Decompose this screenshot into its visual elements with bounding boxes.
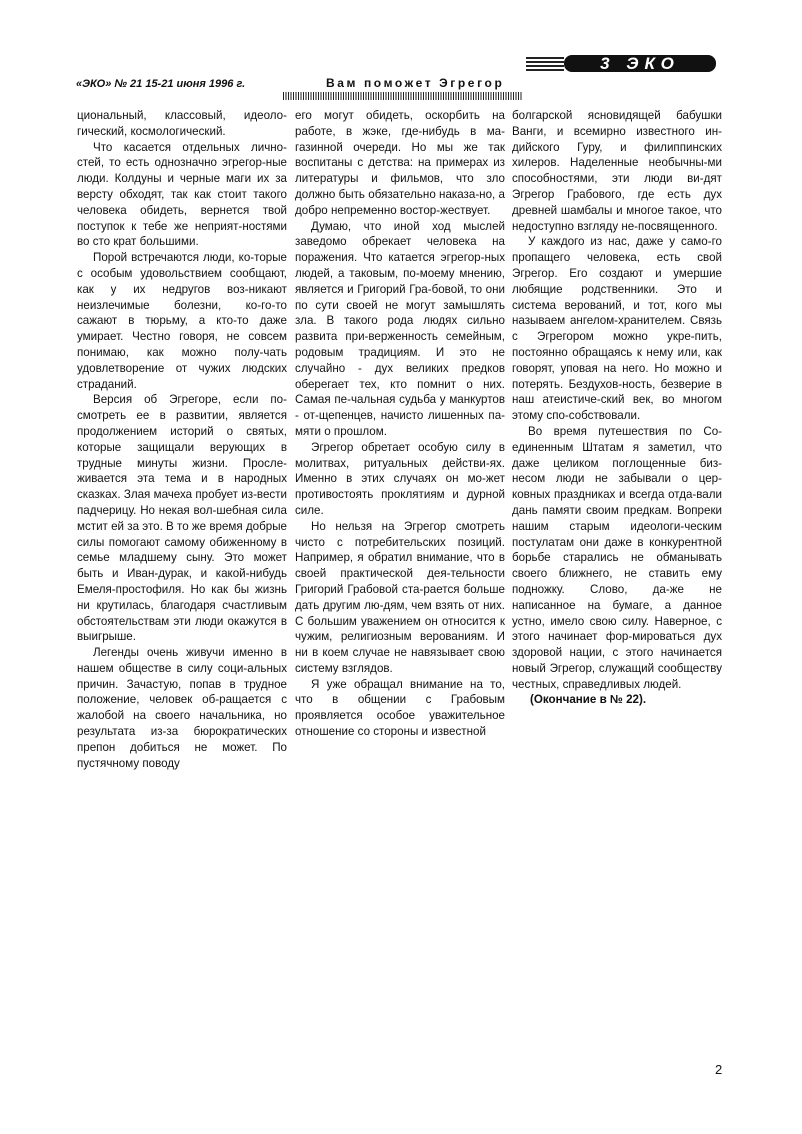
continuation-note: (Окончание в № 22). (530, 693, 647, 707)
paragraph: Во время путешествия по Со-единенным Штатам я заметил, что даже целиком поглощенные биз-несом люди не забывали о цер-ковных праздниках и всегда отда-вали дань памяти своим предкам. Вопреки нашим старым идеологи-ческим постулатам они даже в конкурентной борьбе старались не обманывать своего ближнего, не ставить ему подножку. Слово, да-же не написанное на бумаге, а данное устно, имело свою силу. Наверное, с этого начинает фор-мироваться дух здоровой нации, с этого начинается новый Эгрегор, служащий сообществу честных, справедливых людей. (512, 424, 722, 691)
article-column-1 (77, 108, 287, 771)
paragraph: Эгрегор обретает особую силу в молитвах, ритуальных действи-ях. Именно в этих случаях он мо-жет противостоять проклятиям и дурной силе. (295, 440, 505, 517)
masthead: «ЭКО» № 21 15-21 июня 1996 г. (76, 78, 246, 90)
paragraph: Но нельзя на Эгрегор смотреть чисто с потребительских позиций. Например, я обратил внимание, что в своей практической дея-тельности Григорий Грабовой ста-рается больше дать другим лю-дям, чем взять от них. С большим уважением он относится к чужим, религиозным верованиям. И ни в коем случае не навязывает свою систему взглядов. (295, 519, 505, 675)
logo-stripes (526, 57, 564, 71)
paragraph: болгарской ясновидящей бабушки Ванги, и всемирно известного ин-дийского Гуру, и филиппинских хилеров. Наделенные необычны-ми способностями, эти люди ви-дят Эгрегор Грабового, где есть дух древней шамбалы и многое такое, что недоступно взгляду не-посвященного. (512, 109, 722, 233)
paragraph: Я уже обращал внимание на то, что в общении с Грабовым проявляется особое уважительное отношение со стороны и известной (295, 677, 505, 739)
title-hatch-rule (283, 92, 523, 100)
paragraph: Версия об Эгрегоре, если по-смотреть ее в развитии, является продолжением историй о святых, которые защищали верующих в трудные минуты жизни. Просле-живается эта тема и в народных сказках. Злая мачеха пробует из-вести падчерицу. Но некая вол-шебная сила мстит ей за это. В то же время добрые силы помогают самому обиженному в семье младшему сыну. Это может быть и Иван-дурак, и какой-нибудь Емеля-простофиля. Но как бы жизнь ни крутилась, благодаря счастливым обстоятельствам эти люди окажутся в выигрыше. (77, 393, 287, 644)
paragraph: Порой встречаются люди, ко-торые с особым удовольствием сообщают, как у их недругов воз-никают неизлечимые болезни, ко-го-то сажают в тюрьму, а кто-то даже умирает. Честно говоря, не совсем понимаю, как можно полу-чать удовлетворение от чужих людских страданий. (77, 251, 287, 391)
paragraph: циональный, классовый, идеоло-гический, космологический. (77, 109, 287, 138)
paragraph: его могут обидеть, оскорбить на работе, в жэке, где-нибудь в ма-газинной очереди. Но мы же так воспитаны с детства: на примерах из литературы и фильмов, что зло должно быть обязательно наказа-но, а добро непременно востор-жествует. (295, 109, 505, 217)
paragraph: Думаю, что иной ход мыслей заведомо обрекает человека на поражения. Что катается эгрегор-ных людей, а таковым, по-моему мнению, является и Григорий Гра-бовой, то они по сути своей не могут замышлять зла. В такого рода людях сильно развита при-верженность семейным, родовым традициям. И это не случайно - дух великих предков оберегает тех, кто помнит о них. Самая пе-чальная судьба у манкуртов - от-щепенцев, начисто лишенных па-мяти о прошлом. (295, 219, 505, 438)
paragraph: Легенды очень живучи именно в нашем обществе в силу соци-альных причин. Зачастую, попав в трудное положение, человек об-ращается с жалобой на своего начальника, но результата из-за бюрократических препон добиться не может. По пустячному поводу (77, 646, 287, 770)
logo-text: 3 ЭКО (600, 54, 680, 73)
page-number: 2 (715, 1062, 723, 1077)
section-title: Вам поможет Эгрегор (326, 76, 505, 90)
eko-logo (520, 52, 716, 74)
article-column-3 (512, 108, 722, 708)
paragraph: Что касается отдельных лично-стей, то есть однозначно эгрегор-ные люди. Колдуны и черные маги их за версту обходят, так как стоит такого человека обидеть, вернется твой поступок к тебе же неприят-ностями во сто крат большими. (77, 140, 287, 249)
article-column-2 (295, 108, 505, 740)
paragraph: У каждого из нас, даже у само-го пропащего человека, есть свой Эгрегор. Его создают и умершие любящие родственники. Это и система верований, и тот, кого мы называем ангелом-хранителем. Связь с Эгрегором можно укре-пить, постоянно обращаясь к нему или, как говорят, уповая на него. Но можно и потерять. Бездухов-ность, безверие в наш атеистиче-ский век, во многом этому спо-собствовали. (512, 235, 722, 423)
